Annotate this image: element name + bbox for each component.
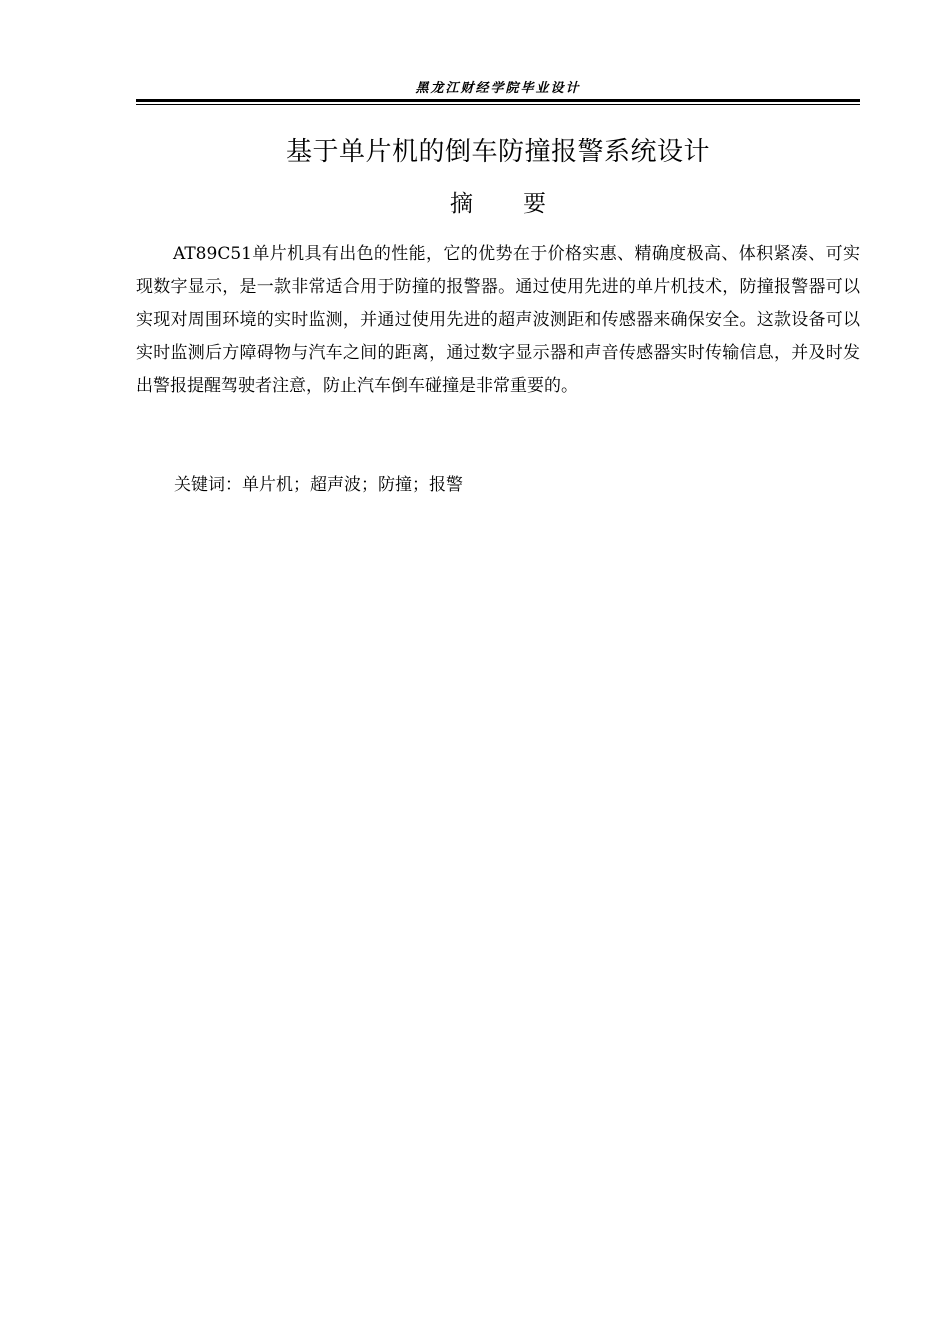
abstract-body: AT89C51单片机具有出色的性能，它的优势在于价格实惠、精确度极高、体积紧凑、可实现数字显示，是一款非常适合用于防撞的报警器。通过使用先进的单片机技术，防撞报警器可以实现对周围环境的实时监测，并通过使用先进的超声波测距和传感器来确保安全。这款设备可以实时监测后方障碍物与汽车之间的距离，通过数字显示器和声音传感器实时传输信息，并及时发出警报提醒驾驶者注意，防止汽车倒车碰撞是非常重要的。 (136, 244, 860, 396)
document-title: 基于单片机的倒车防撞报警系统设计 (285, 137, 710, 167)
abstract-heading-char-1: 摘 (450, 191, 473, 217)
header-rule-thin (136, 104, 860, 105)
keywords-label: 关键词： (174, 475, 242, 495)
keywords-text: 单片机；超声波；防撞；报警 (242, 475, 463, 495)
running-header: 黑龙江财经学院毕业设计 (415, 81, 581, 96)
abstract-heading (136, 186, 860, 222)
abstract-heading-char-2: 要 (523, 191, 546, 217)
keywords-line (174, 470, 860, 500)
header-rule-thick (136, 99, 860, 102)
